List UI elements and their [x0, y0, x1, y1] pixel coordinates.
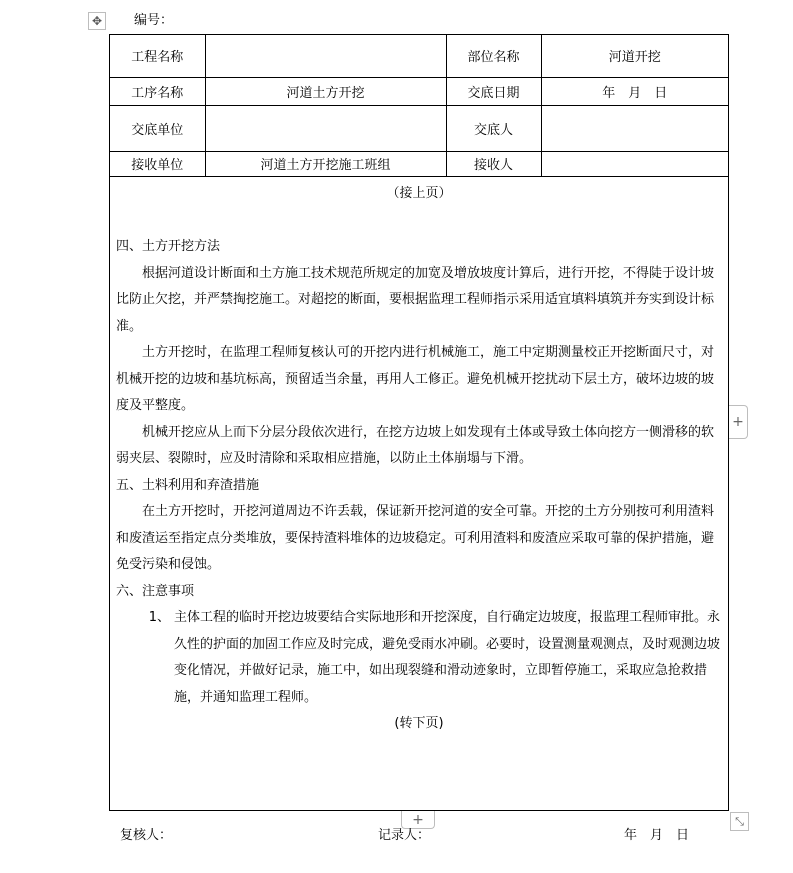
plus-icon: + — [412, 811, 424, 828]
value-process-name[interactable]: 河道土方开挖 — [205, 77, 446, 105]
doc-number-label: 编号： — [134, 13, 174, 28]
header-row-briefing-unit — [110, 105, 728, 151]
header-row-receiving-unit — [110, 151, 728, 176]
move-icon: ✥ — [91, 14, 103, 28]
reviewer-label: 复核人： — [120, 828, 173, 843]
header-row-process — [110, 77, 728, 105]
header-table — [110, 35, 728, 177]
continued-from-note: （接上页） — [386, 186, 452, 201]
section-4-paragraph-3: 机械开挖应从上而下分层分段依次进行，在挖方边坡上如发现有土体或导致土体向挖方一侧滑移的软弱夹层、裂隙时，应及时清除和采取相应措施，以防止土体崩塌与下滑。 — [116, 424, 715, 466]
list-number: 1、 — [148, 610, 170, 625]
label-briefer: 交底人 — [446, 105, 541, 151]
value-receiver[interactable] — [541, 151, 728, 176]
header-row-project — [110, 35, 728, 77]
value-briefing-date[interactable]: 年 月 日 — [541, 77, 728, 105]
list-text: 主体工程的临时开挖边坡要结合实际地形和开挖深度，自行确定边坡度，报监理工程师审批。永久性的护面的加固工作应及时完成，避免受雨水冲刷。必要时，设置测量观测点，及时观测边坡变化情况，并做好记录，施工中，如出现裂缝和滑动迹象时，立即暂停施工，采取应急抢救措施，并通知监理工程师。 — [174, 610, 721, 705]
value-briefing-unit[interactable] — [205, 105, 446, 151]
label-briefing-date: 交底日期 — [446, 77, 541, 105]
table-resize-handle[interactable] — [730, 812, 749, 831]
plus-icon: + — [732, 414, 744, 430]
value-receiving-unit[interactable]: 河道土方开挖施工班组 — [205, 151, 446, 176]
value-part-name[interactable]: 河道开挖 — [541, 35, 728, 77]
form-frame — [109, 34, 729, 811]
section-5-title: 五、土料利用和弃渣措施 — [116, 477, 260, 493]
value-project-name[interactable] — [205, 35, 446, 77]
label-receiver: 接收人 — [446, 151, 541, 176]
section-4-title: 四、土方开挖方法 — [116, 239, 221, 254]
continued-to-note: (转下页) — [394, 716, 444, 731]
footer-date: 年 月 日 — [624, 828, 690, 843]
resize-icon: ⤡ — [735, 814, 744, 828]
label-project-name: 工程名称 — [110, 35, 205, 77]
value-briefer[interactable] — [541, 105, 728, 151]
table-move-handle[interactable] — [88, 12, 106, 30]
label-process-name: 工序名称 — [110, 77, 205, 105]
section-6-title: 六、注意事项 — [116, 583, 195, 599]
add-column-button[interactable] — [729, 405, 748, 439]
briefing-content[interactable] — [116, 181, 722, 738]
section-4-paragraph-1: 根据河道设计断面和土方施工技术规范所规定的加宽及增放坡度计算后，进行开挖，不得陡于设计坡比防止欠挖，并严禁掏挖施工。对超挖的断面，要根据监理工程师指示采用适宜填料填筑并夯实到设计标准。 — [116, 265, 715, 334]
label-receiving-unit: 接收单位 — [110, 151, 205, 176]
label-part-name: 部位名称 — [446, 35, 541, 77]
section-4-paragraph-2: 土方开挖时，在监理工程师复核认可的开挖内进行机械施工，施工中定期测量校正开挖断面尺寸，对机械开挖的边坡和基坑标高，预留适当余量，再用人工修正。避免机械开挖扰动下层土方，破坏边坡的坡度及平整度。 — [116, 345, 715, 413]
recorder-label: 记录人： — [378, 828, 431, 843]
label-briefing-unit: 交底单位 — [110, 105, 205, 151]
section-5-paragraph-1: 在土方开挖时，开挖河道周边不许丢载，保证新开挖河道的安全可靠。开挖的土方分别按可利用渣料和废渣运至指定点分类堆放，要保持渣料堆体的边坡稳定。可利用渣料和废渣应采取可靠的保护措施，避免受污染和侵蚀。 — [116, 504, 715, 572]
blank-line — [116, 208, 722, 235]
section-6-item-1 — [116, 605, 722, 711]
